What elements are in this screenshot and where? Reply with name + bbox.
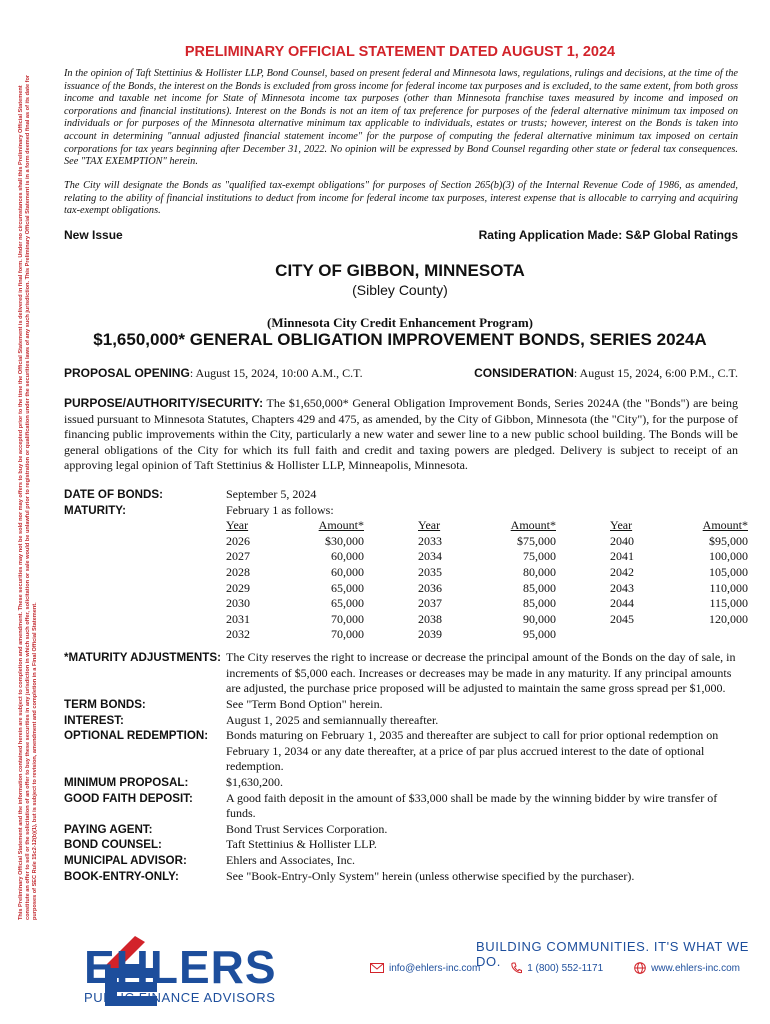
term-row bbox=[64, 853, 738, 869]
term-row-date bbox=[64, 487, 738, 503]
purpose-text: The $1,650,000* General Obligation Improvement Bonds, Series 2024A (the "Bonds") are being issued pursuant to Minnesota Statutes, Chapters 429 and 475, as amended, by the City of Gibbon, Minnesota (the "City"), for the purpose of financing public improvements within the City, particularly a new water and sewer line to a new public school building. The Bonds will be general obligations of the City for which its full faith and credit and taxing powers are pledged. Delivery is subject to receipt of an approving legal opinion of Taft Stettinius & Hollister LLP, Minneapolis, Minnesota. bbox=[64, 396, 738, 473]
proposal-opening-label: PROPOSAL OPENING bbox=[64, 366, 190, 380]
maturity-amount: 85,000 bbox=[523, 596, 556, 611]
maturity-year: 2041 bbox=[610, 549, 634, 564]
new-issue-label: New Issue bbox=[64, 228, 123, 242]
maturity-amount: 80,000 bbox=[523, 564, 556, 579]
term-value: September 5, 2024 bbox=[226, 487, 317, 501]
maturity-amount: 60,000 bbox=[331, 564, 364, 579]
consideration-value: : August 15, 2024, 6:00 P.M., C.T. bbox=[573, 366, 738, 380]
contact-web[interactable] bbox=[634, 962, 740, 974]
county-name: (Sibley County) bbox=[352, 282, 448, 298]
logo-subtitle: PUBLIC FINANCE ADVISORS bbox=[84, 990, 276, 1005]
term-label: BOOK-ENTRY-ONLY: bbox=[64, 869, 179, 883]
term-row bbox=[64, 837, 738, 853]
term-row bbox=[64, 728, 738, 775]
maturity-year-header: Year bbox=[226, 518, 249, 533]
maturity-year: 2029 bbox=[226, 580, 250, 595]
maturity-year: 2038 bbox=[418, 611, 442, 626]
page-title: PRELIMINARY OFFICIAL STATEMENT DATED AUGUST 1, 2024 bbox=[184, 44, 616, 60]
maturity-year-header: Year bbox=[418, 518, 441, 533]
issuer-name: CITY OF GIBBON, MINNESOTA bbox=[275, 261, 525, 280]
term-label: TERM BONDS: bbox=[64, 697, 146, 711]
phone-text: 1 (800) 552-1171 bbox=[527, 962, 604, 974]
maturity-amount: 100,000 bbox=[709, 549, 748, 564]
term-value: See "Book-Entry-Only System" herein (unless otherwise specified by the purchaser). bbox=[226, 868, 635, 883]
term-row bbox=[64, 869, 738, 885]
maturity-amount: 65,000 bbox=[331, 596, 364, 611]
term-row-maturity bbox=[64, 503, 738, 519]
maturity-year: 2030 bbox=[226, 596, 250, 611]
term-value: August 1, 2025 and semiannually thereafter. bbox=[226, 712, 439, 727]
term-label: PAYING AGENT: bbox=[64, 822, 153, 836]
term-value: $1,630,200. bbox=[226, 774, 283, 789]
tax-opinion-paragraph: In the opinion of Taft Stettinius & Hollister LLP, Bond Counsel, based on present federal and Minnesota laws, regulations, rulings and decisions, at the time of the issuance of the Bonds, the interest on the Bonds is excluded from gross income for federal income tax purposes and is excluded, to the same extent, from both gross income and taxable net income for State of Minnesota income tax purposes (other than Minnesota franchise taxes measured by income and imposed on corporations and financial institutions). Interest on the Bonds is not an item of tax preference for purposes of the federal alternative minimum tax imposed on individuals or for purposes of the Minnesota alternative minimum tax applicable to individuals, estates or trusts; however, interest on the Bonds is taken into account in determining "annual adjusted financial statement income" for the purpose of computing the federal alternative minimum tax imposed on certain corporations for tax years beginning after December 31, 2022. No opinion will be expressed by Bond Counsel regarding other state or federal tax consequences. See "TAX EXEMPTION" herein. bbox=[64, 68, 738, 168]
term-label: BOND COUNSEL: bbox=[64, 838, 162, 852]
term-value: Ehlers and Associates, Inc. bbox=[226, 852, 355, 867]
maturity-year: 2033 bbox=[418, 533, 442, 548]
maturity-year: 2034 bbox=[418, 549, 442, 564]
purpose-paragraph bbox=[64, 396, 738, 474]
email-text: info@ehlers-inc.com bbox=[389, 962, 481, 974]
maturity-year: 2026 bbox=[226, 533, 250, 548]
term-row bbox=[64, 791, 738, 822]
globe-icon bbox=[634, 962, 646, 974]
contact-email[interactable] bbox=[370, 963, 480, 974]
qualified-obligations-paragraph: The City will designate the Bonds as "qualified tax-exempt obligations" for purposes of Section 265(b)(3) of the Internal Revenue Code of 1986, as amended, relating to the ability of financial institutions to deduct from income for federal income tax purposes, interest expense that is allocable to carrying and acquiring tax-exempt obligations. bbox=[64, 180, 738, 217]
term-label: MINIMUM PROPOSAL: bbox=[64, 775, 189, 789]
web-text: www.ehlers-inc.com bbox=[651, 962, 740, 974]
maturity-amount: 70,000 bbox=[331, 627, 364, 642]
proposal-row bbox=[64, 366, 738, 381]
terms-section bbox=[64, 487, 748, 884]
maturity-amount: $75,000 bbox=[517, 533, 556, 548]
maturity-amount: $30,000 bbox=[325, 533, 364, 548]
maturity-year: 2031 bbox=[226, 611, 250, 626]
maturity-amount: 75,000 bbox=[523, 549, 556, 564]
consideration-label: CONSIDERATION bbox=[474, 366, 574, 380]
purpose-label: PURPOSE/AUTHORITY/SECURITY: bbox=[64, 396, 264, 410]
consideration bbox=[474, 366, 738, 381]
maturity-schedule bbox=[226, 518, 748, 650]
side-disclaimer: This Preliminary Official Statement and the information contained herein are subject to completion and amendment. These securities may not be sold nor may offers to buy be accepted prior to the time the Official Statement is delivered in final form. Under no circumstances shall this Preliminary Official Statement constitute an offer to sell or the solicitation of an offer to buy these securities in any jurisdiction in which such offer, solicitation or sale would be unlawful prior to registration or qualification under the securities laws of any such jurisdiction. This Preliminary Official Statement is in a form deemed final as of its date for purposes of SEC Rule 15c2-12(b)(1), but is subject to revision, amendment and completion in a Final Official Statement. bbox=[18, 74, 39, 920]
maturity-spacer bbox=[64, 518, 226, 650]
term-row bbox=[64, 650, 738, 697]
maturity-amount-header: Amount* bbox=[318, 518, 364, 533]
maturity-year: 2028 bbox=[226, 564, 250, 579]
maturity-amount: 90,000 bbox=[523, 611, 556, 626]
terms-list bbox=[64, 650, 738, 884]
contact-phone[interactable] bbox=[511, 962, 603, 974]
proposal-opening bbox=[64, 366, 363, 381]
maturity-amount: 60,000 bbox=[331, 549, 364, 564]
maturity-year: 2044 bbox=[610, 596, 634, 611]
term-value: See "Term Bond Option" herein. bbox=[226, 696, 383, 711]
maturity-amount-header: Amount* bbox=[702, 518, 748, 533]
email-icon bbox=[370, 963, 384, 973]
phone-icon bbox=[511, 962, 522, 974]
maturity-amount: 105,000 bbox=[709, 564, 748, 579]
term-label: DATE OF BONDS: bbox=[64, 488, 163, 501]
maturity-amount: 70,000 bbox=[331, 611, 364, 626]
proposal-opening-value: : August 15, 2024, 10:00 A.M., C.T. bbox=[189, 366, 363, 380]
term-label: OPTIONAL REDEMPTION: bbox=[64, 729, 209, 743]
term-label: MATURITY: bbox=[64, 503, 127, 517]
term-label: MUNICIPAL ADVISOR: bbox=[64, 853, 187, 867]
term-row bbox=[64, 697, 738, 713]
term-value: February 1 as follows: bbox=[226, 502, 334, 517]
maturity-year-header: Year bbox=[610, 518, 633, 533]
term-value: The City reserves the right to increase or decrease the principal amount of the Bonds on the day of sale, in increments of $5,000 each. Increases or decreases may be made in any maturity. If any principal amounts are adjusted, the purchase price proposed will be adjusted to maintain the same gross spread per $1,000. bbox=[226, 650, 736, 696]
maturity-amount: 120,000 bbox=[709, 611, 748, 626]
term-label: GOOD FAITH DEPOSIT: bbox=[64, 791, 193, 805]
maturity-amount-header: Amount* bbox=[510, 518, 556, 533]
program-name: (Minnesota City Credit Enhancement Program) bbox=[267, 315, 533, 330]
maturity-year: 2040 bbox=[610, 533, 634, 548]
logo-wordmark: EHLERS bbox=[84, 941, 277, 993]
maturity-year: 2027 bbox=[226, 549, 250, 564]
term-value: Bond Trust Services Corporation. bbox=[226, 821, 388, 836]
term-label: INTEREST: bbox=[64, 713, 124, 727]
tagline: BUILDING COMMUNITIES. IT'S WHAT WE DO. bbox=[476, 939, 750, 969]
bonds-title: $1,650,000* GENERAL OBLIGATION IMPROVEMENT BONDS, SERIES 2024A bbox=[93, 330, 707, 349]
rating-label: Rating Application Made: S&P Global Ratings bbox=[478, 228, 738, 242]
maturity-year: 2032 bbox=[226, 627, 250, 642]
maturity-schedule-row bbox=[64, 518, 748, 650]
maturity-year: 2042 bbox=[610, 564, 634, 579]
maturity-amount: 85,000 bbox=[523, 580, 556, 595]
term-value: A good faith deposit in the amount of $33,000 shall be made by the winning bidder by wire transfer of funds. bbox=[226, 790, 718, 821]
maturity-year: 2035 bbox=[418, 564, 442, 579]
term-row bbox=[64, 713, 738, 729]
term-value: Taft Stettinius & Hollister LLP. bbox=[226, 837, 377, 852]
maturity-amount: 110,000 bbox=[709, 580, 748, 595]
maturity-amount: 95,000 bbox=[523, 627, 556, 642]
issue-rating-row bbox=[64, 228, 738, 242]
term-label: *MATURITY ADJUSTMENTS: bbox=[64, 651, 221, 665]
maturity-year: 2037 bbox=[418, 596, 442, 611]
maturity-year: 2039 bbox=[418, 627, 442, 642]
contact-row bbox=[370, 962, 740, 974]
term-row bbox=[64, 775, 738, 791]
maturity-year: 2045 bbox=[610, 611, 634, 626]
maturity-amount: $95,000 bbox=[709, 533, 748, 548]
maturity-amount: 115,000 bbox=[709, 596, 748, 611]
maturity-year: 2036 bbox=[418, 580, 442, 595]
term-value: Bonds maturing on February 1, 2035 and thereafter are subject to call for prior optional redemption on February 1, 2034 or any date thereafter, at a price of par plus accrued interest to the date of optional redemption. bbox=[226, 728, 719, 774]
maturity-year: 2043 bbox=[610, 580, 634, 595]
maturity-amount: 65,000 bbox=[331, 580, 364, 595]
term-row bbox=[64, 822, 738, 838]
